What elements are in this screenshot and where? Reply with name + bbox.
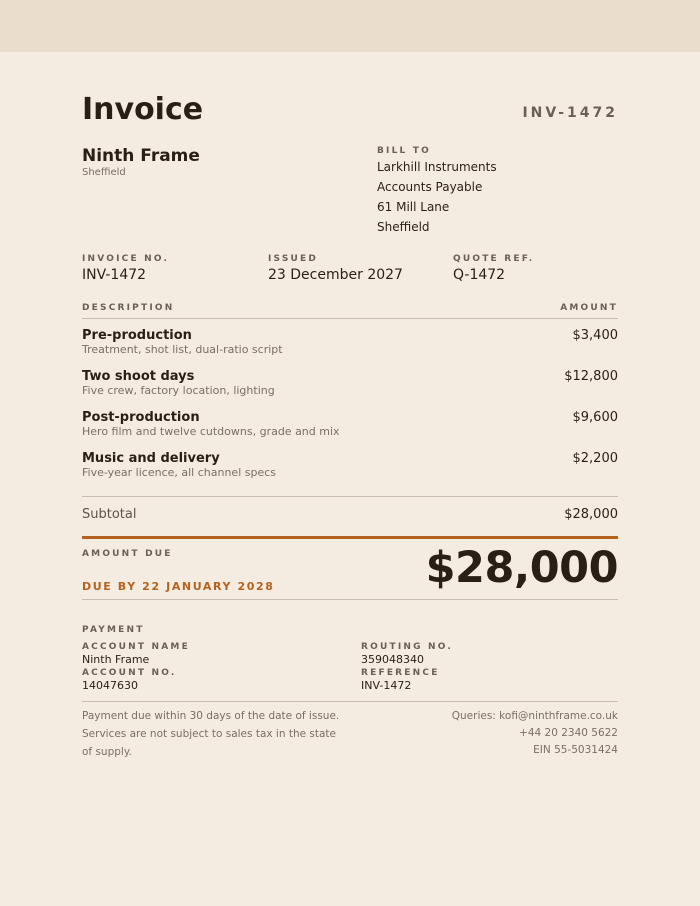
amount-due-accent-rule: [82, 536, 618, 539]
line-item-amount: $9,600: [572, 410, 618, 425]
bill-to-line: Accounts Payable: [377, 180, 483, 194]
account-name-label: ACCOUNT NAME: [82, 642, 190, 652]
contact-email: Queries: kofi@ninthframe.co.uk: [451, 710, 618, 722]
amount-due-label: AMOUNT DUE: [82, 549, 173, 559]
line-item-description: Treatment, shot list, dual-ratio script: [82, 343, 283, 356]
footer-note-line: Services are not subject to sales tax in the state: [82, 728, 337, 740]
column-header-description: DESCRIPTION: [82, 303, 175, 313]
line-item-title: Music and delivery: [82, 451, 220, 466]
payment-section-label: PAYMENT: [82, 625, 145, 635]
line-item-amount: $12,800: [564, 369, 618, 384]
invoice-title: Invoice: [82, 92, 204, 127]
line-item-description: Five crew, factory location, lighting: [82, 384, 275, 397]
line-item-title: Two shoot days: [82, 369, 195, 384]
bill-to-line: 61 Mill Lane: [377, 200, 450, 214]
subtotal-divider: [82, 496, 618, 497]
line-item-title: Post-production: [82, 410, 200, 425]
account-no-value: 14047630: [82, 679, 138, 692]
line-item-description: Five-year licence, all channel specs: [82, 466, 277, 479]
contact-phone: +44 20 2340 5622: [519, 727, 618, 739]
footer-note-line: of supply.: [82, 746, 132, 758]
meta-value-quote-ref: Q-1472: [453, 267, 506, 283]
seller-name: Ninth Frame: [82, 146, 200, 166]
meta-label-quote-ref: QUOTE REF.: [453, 254, 535, 264]
meta-label-invoice-no: INVOICE NO.: [82, 254, 170, 264]
line-item-description: Hero film and twelve cutdowns, grade and mix: [82, 425, 340, 438]
reference-value: INV-1472: [361, 679, 412, 692]
amount-due-divider: [82, 599, 618, 600]
line-item-amount: $2,200: [572, 451, 618, 466]
invoice-number-badge: INV-1472: [522, 105, 618, 121]
footer-divider: [82, 701, 618, 702]
routing-no-label: ROUTING NO.: [361, 642, 454, 652]
header-band: [0, 0, 700, 52]
footer-note-line: Payment due within 30 days of the date of issue.: [82, 710, 340, 722]
column-header-amount: AMOUNT: [560, 303, 618, 313]
due-by-date: DUE BY 22 JANUARY 2028: [82, 580, 275, 593]
account-name-value: Ninth Frame: [82, 653, 150, 666]
bill-to-label: BILL TO: [377, 146, 432, 156]
meta-value-invoice-no: INV-1472: [82, 267, 147, 283]
subtotal-label: Subtotal: [82, 507, 137, 522]
routing-no-value: 359048340: [361, 653, 424, 666]
line-item-title: Pre-production: [82, 328, 192, 343]
account-no-label: ACCOUNT NO.: [82, 668, 177, 678]
seller-city: Sheffield: [82, 167, 126, 178]
line-item-amount: $3,400: [572, 328, 618, 343]
meta-label-issued: ISSUED: [268, 254, 319, 264]
contact-ein: EIN 55-5031424: [533, 744, 618, 756]
amount-due-total: $28,000: [425, 543, 618, 593]
reference-label: REFERENCE: [361, 668, 440, 678]
subtotal-value: $28,000: [564, 507, 618, 522]
bill-to-line: Larkhill Instruments: [377, 160, 497, 174]
table-header-divider: [82, 318, 618, 319]
meta-value-issued: 23 December 2027: [268, 267, 403, 283]
bill-to-line: Sheffield: [377, 220, 430, 234]
